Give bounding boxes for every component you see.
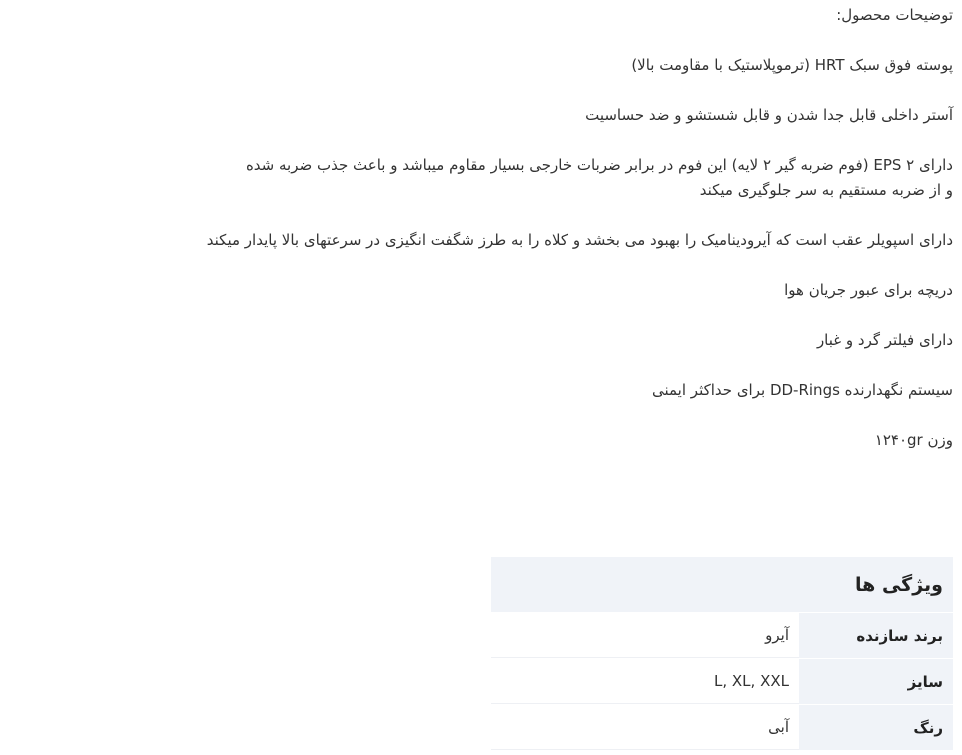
spec-value: آبی [491, 705, 799, 750]
spec-key: سایز [799, 659, 953, 704]
spec-value: آیرو [491, 613, 799, 658]
description-line-weight: وزن ۱۲۴۰gr [874, 431, 953, 449]
product-description [13, 0, 953, 478]
spec-row-brand [491, 612, 953, 658]
description-heading: توضیحات محصول: [836, 6, 953, 24]
spec-value: L, XL, XXL [491, 659, 799, 704]
spec-key: رنگ [799, 705, 953, 750]
description-line-filter: دارای فیلتر گرد و غبار [816, 331, 953, 349]
specs-table [491, 557, 953, 750]
spec-row-size [491, 658, 953, 704]
description-line-spoiler: دارای اسپویلر عقب است که آیرودینامیک را بهبود می بخشد و کلاه را به طرز شگفت انگیزی در سرعتهای بالا پایدار میکند [206, 231, 953, 249]
description-line-vents: دریچه برای عبور جریان هوا [784, 281, 953, 299]
description-line-dd-rings: سیستم نگهدارنده DD-Rings برای حداکثر ایمنی [651, 381, 953, 399]
description-line-eps: دارای EPS ۲ (فوم ضربه گیر ۲ لایه) این فوم در برابر ضربات خارجی بسیار مقاوم میباشد و باعث جذب ضربه شده و از ضربه مستقیم به سر جلوگیری میکند [245, 156, 953, 199]
specs-title: ویژگی ها [491, 557, 953, 612]
spec-row-color [491, 704, 953, 750]
description-line-liner: آستر داخلی قابل جدا شدن و قابل شستشو و ضد حساسیت [585, 106, 953, 124]
description-line-shell: پوسته فوق سبک HRT (ترموپلاستیک با مقاومت بالا) [631, 56, 953, 74]
spec-key: برند سازنده [799, 613, 953, 658]
